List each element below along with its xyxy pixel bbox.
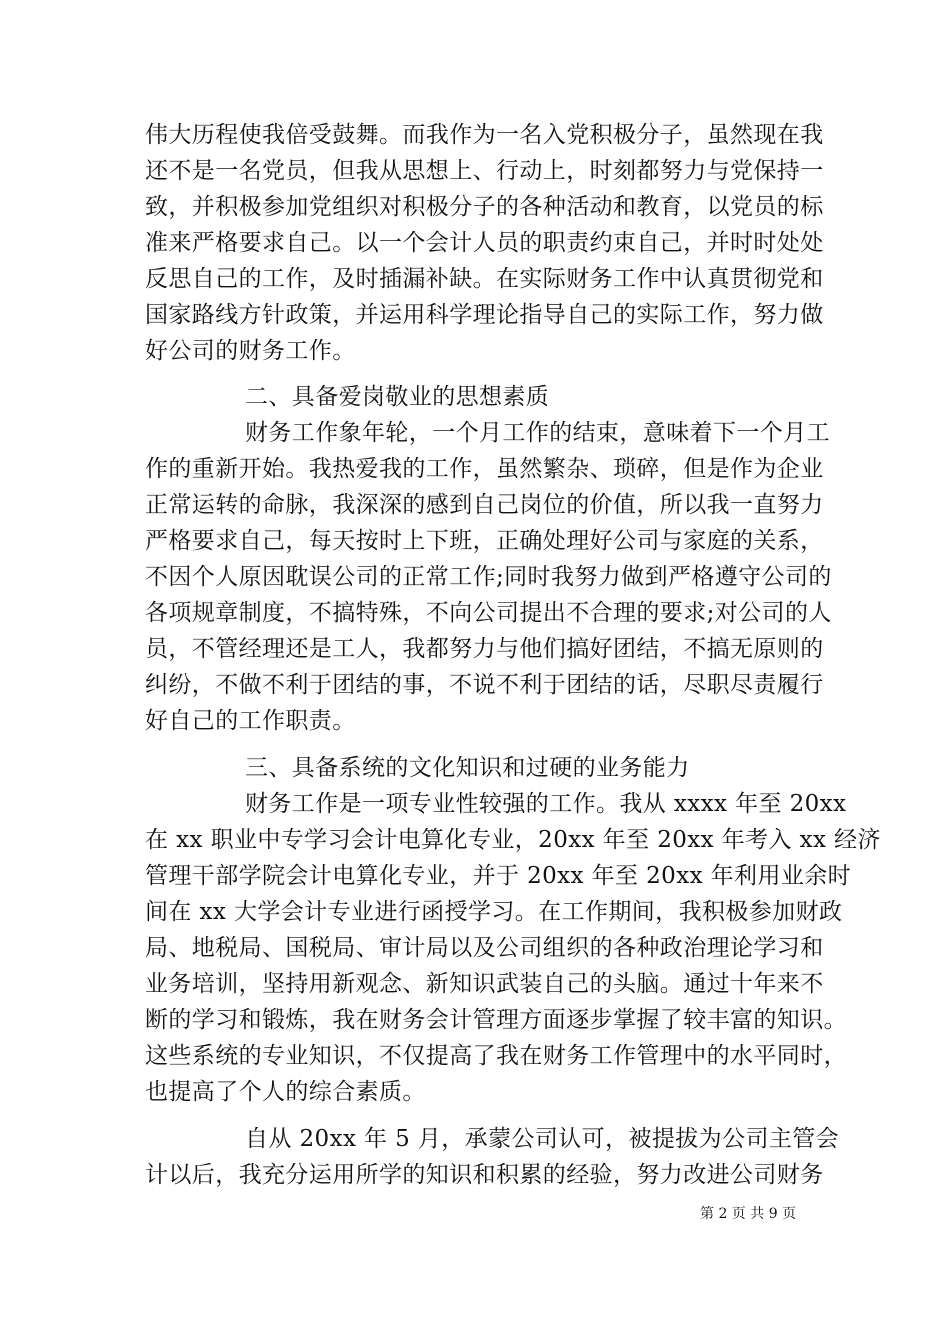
body-text-line: 严格要求自己，每天按时上下班，正确处理好公司与家庭的关系， [145,528,824,554]
body-text-line: 正常运转的命脉，我深深的感到自己岗位的价值，所以我一直努力 [145,492,824,518]
body-text-line: 准来严格要求自己。以一个会计人员的职责约束自己，并时时处处 [145,230,824,256]
page-number: 第 2 页 共 9 页 [700,1206,797,1222]
body-text-line: 业务培训，坚持用新观念、新知识武装自己的头脑。通过十年来不 [145,971,824,997]
body-text-line: 国家路线方针政策，并运用科学理论指导自己的实际工作，努力做 [145,302,824,328]
body-text-line: 还不是一名党员，但我从思想上、行动上，时刻都努力与党保持一 [145,158,824,184]
body-text-line: 员，不管经理还是工人，我都努力与他们搞好团结，不搞无原则的 [145,636,824,662]
body-text-line: 致，并积极参加党组织对积极分子的各种活动和教育，以党员的标 [145,194,824,220]
body-text-line: 局、地税局、国税局、审计局以及公司组织的各种政治理论学习和 [145,935,824,961]
body-text-line: 间在 xx 大学会计专业进行函授学习。在工作期间，我积极参加财政 [145,899,843,925]
body-text-line: 这些系统的专业知识，不仅提高了我在财务工作管理中的水平同时， [145,1043,847,1069]
section-heading: 二、具备爱岗敬业的思想素质 [245,384,550,410]
body-text-line: 反思自己的工作，及时插漏补缺。在实际财务工作中认真贯彻党和 [145,266,824,292]
body-text-line: 不因个人原因耽误公司的正常工作;同时我努力做到严格遵守公司的 [145,564,832,590]
body-text-line: 自从 20xx 年 5 月，承蒙公司认可，被提拔为公司主管会 [245,1126,840,1152]
body-text-line: 财务工作是一项专业性较强的工作。我从 xxxx 年至 20xx [245,791,847,817]
body-text-line: 作的重新开始。我热爱我的工作，虽然繁杂、琐碎，但是作为企业 [145,456,824,482]
body-text-line: 好公司的财务工作。 [145,338,356,364]
body-text-line: 管理干部学院会计电算化专业，并于 20xx 年至 20xx 年利用业余时 [145,863,852,889]
body-text-line: 各项规章制度，不搞特殊，不向公司提出不合理的要求;对公司的人 [145,600,832,626]
body-text-line: 财务工作象年轮，一个月工作的结束，意味着下一个月工 [245,420,830,446]
body-text-line: 纠纷，不做不利于团结的事，不说不利于团结的话，尽职尽责履行 [145,672,824,698]
body-text-line: 计以后，我充分运用所学的知识和积累的经验，努力改进公司财务 [145,1162,824,1188]
body-text-line: 断的学习和锻炼，我在财务会计管理方面逐步掌握了较丰富的知识。 [145,1007,847,1033]
body-text-line: 在 xx 职业中专学习会计电算化专业，20xx 年至 20xx 年考入 xx 经济 [145,827,881,853]
body-text-line: 好自己的工作职责。 [145,708,356,734]
section-heading: 三、具备系统的文化知识和过硬的业务能力 [245,755,690,781]
body-text-line: 也提高了个人的综合素质。 [145,1079,426,1105]
body-text-line: 伟大历程使我倍受鼓舞。而我作为一名入党积极分子，虽然现在我 [145,122,824,148]
